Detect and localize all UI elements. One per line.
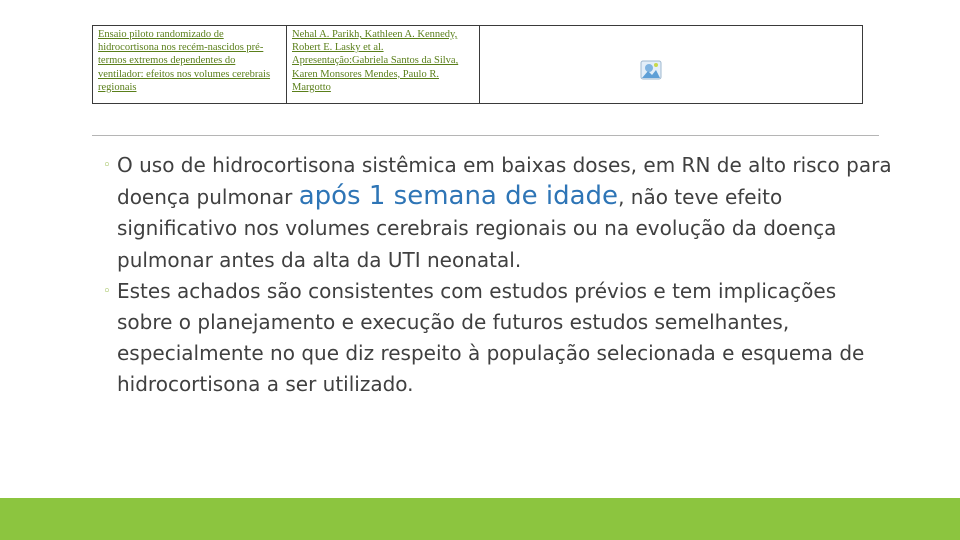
reference-table [92, 25, 863, 104]
authors-text: Nehal A. Parikh, Kathleen A. Kennedy, Robert E. Lasky et al. [292, 29, 458, 54]
article-title-link[interactable]: Ensaio piloto randomizado de hidrocortisona nos recém-nascidos pré-termos extremos dependentes do ventilador: efeitos nos volumes cerebrais regionais [93, 26, 287, 103]
picture-placeholder-icon [637, 58, 665, 82]
bullet-marker: ◦ [103, 283, 111, 299]
bullet-marker: ◦ [103, 158, 111, 173]
slide-body [103, 150, 893, 401]
authors-link[interactable] [287, 26, 480, 103]
footer-accent-bar [0, 498, 960, 540]
image-cell [480, 26, 862, 103]
bullet-2-text: Estes achados são consistentes com estudos prévios e tem implicações sobre o planejamento e execução de futuros estudos semelhantes, especialmente no que diz respeito à população selecionada e esquema de hidrocortisona a ser utilizado. [117, 278, 865, 397]
bullet-1-emphasis: após 1 semana de idade [298, 181, 619, 212]
bullet-1-text-start: O uso de hidrocortisona sistêmica em baixas doses, em RN de alto risco para doença pulmonar [117, 153, 892, 210]
presenter-text: Apresentação:Gabriela Santos da Silva, Karen Monsores Mendes, Paulo R. Margotto [292, 55, 459, 93]
bullet-item-1 [103, 150, 893, 276]
bullet-1-text-end: , não teve efeito significativo nos volumes cerebrais regionais ou na evolução da doença pulmonar antes da alta da UTI neonatal. [117, 185, 837, 272]
section-divider [92, 135, 879, 136]
bullet-item-2 [103, 276, 893, 401]
